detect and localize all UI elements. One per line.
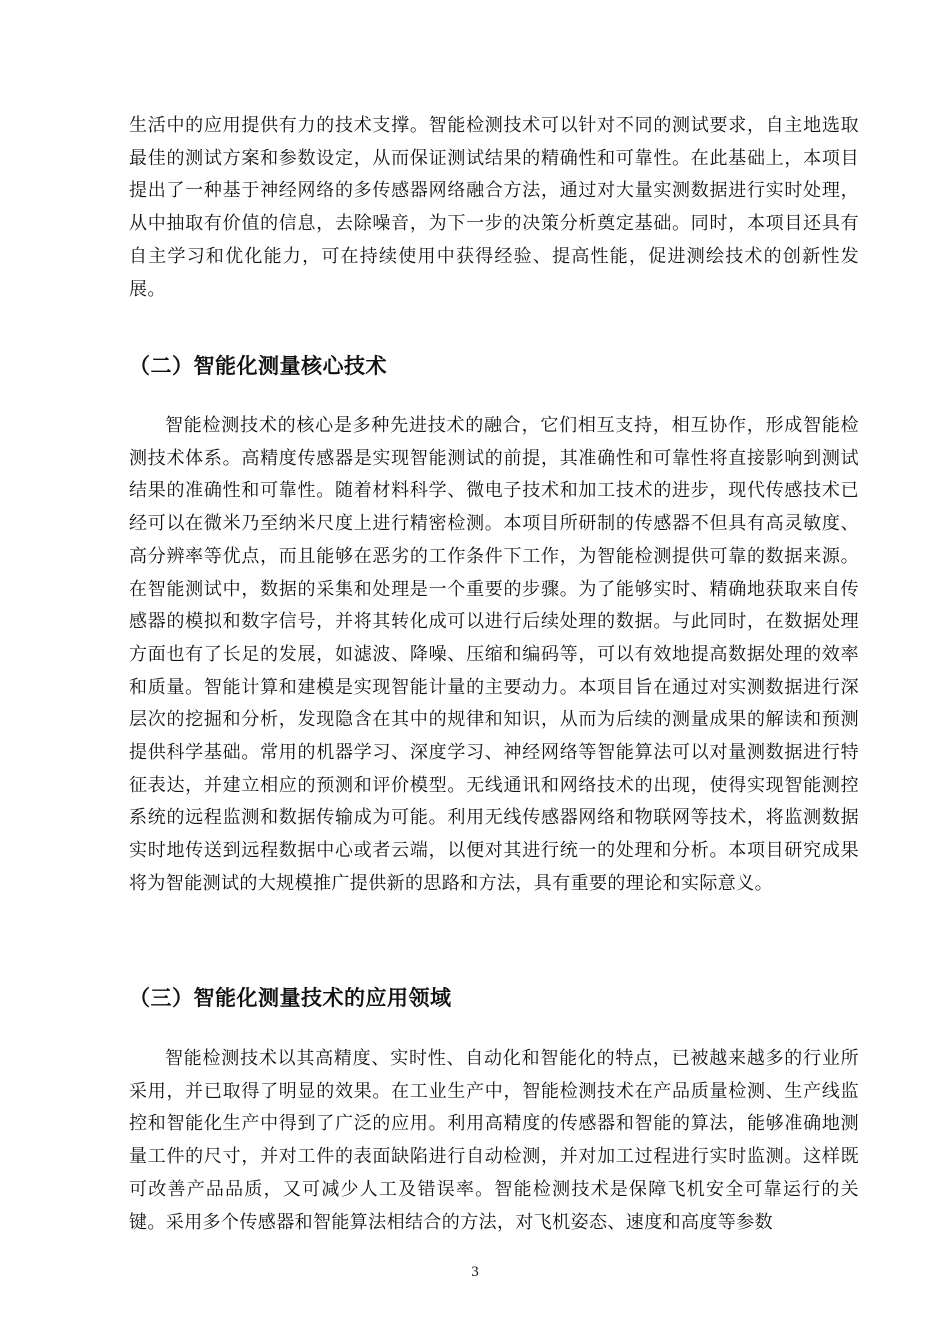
body-paragraph: 智能检测技术以其高精度、实时性、自动化和智能化的特点，已被越来越多的行业所采用，并已取得了明显的效果。在工业生产中，智能检测技术在产品质量检测、生产线监控和智能化生产中得到了广泛的应用。利用高精度的传感器和智能的算法，能够准确地测量工件的尺寸，并对工件的表面缺陷进行自动检测，并对加工过程进行实时监测。这样既可改善产品品质，又可减少人工及错误率。智能检测技术是保障飞机安全可靠运行的关键。采用多个传感器和智能算法相结合的方法，对飞机姿态、速度和高度等参数 [129,1048,859,1233]
section-heading: （二）智能化测量核心技术 [129,354,387,378]
page-number: 3 [471,1264,479,1280]
section-heading: （三）智能化测量技术的应用领域 [129,986,452,1010]
body-paragraph: 生活中的应用提供有力的技术支撑。智能检测技术可以针对不同的测试要求，自主地选取最佳的测试方案和参数设定，从而保证测试结果的精确性和可靠性。在此基础上，本项目提出了一种基于神经网络的多传感器网络融合方法，通过对大量实测数据进行实时处理，从中抽取有价值的信息，去除噪音，为下一步的决策分析奠定基础。同时，本项目还具有自主学习和优化能力，可在持续使用中获得经验、提高性能，促进测绘技术的创新性发展。 [129,115,859,300]
body-paragraph: 智能检测技术的核心是多种先进技术的融合，它们相互支持，相互协作，形成智能检测技术体系。高精度传感器是实现智能测试的前提，其准确性和可靠性将直接影响到测试结果的准确性和可靠性。随着材料科学、微电子技术和加工技术的进步，现代传感技术已经可以在微米乃至纳米尺度上进行精密检测。本项目所研制的传感器不但具有高灵敏度、高分辨率等优点，而且能够在恶劣的工作条件下工作，为智能检测提供可靠的数据来源。在智能测试中，数据的采集和处理是一个重要的步骤。为了能够实时、精确地获取来自传感器的模拟和数字信号，并将其转化成可以进行后续处理的数据。与此同时，在数据处理方面也有了长足的发展，如滤波、降噪、压缩和编码等，可以有效地提高数据处理的效率和质量。智能计算和建模是实现智能计量的主要动力。本项目旨在通过对实测数据进行深层次的挖掘和分析，发现隐含在其中的规律和知识，从而为后续的测量成果的解读和预测提供科学基础。常用的机器学习、深度学习、神经网络等智能算法可以对量测数据进行特征表达，并建立相应的预测和评价模型。无线通讯和网络技术的出现，使得实现智能测控系统的远程监测和数据传输成为可能。利用无线传感器网络和物联网等技术，将监测数据实时地传送到远程数据中心或者云端，以便对其进行统一的处理和分析。本项目研究成果将为智能测试的大规模推广提供新的思路和方法，具有重要的理论和实际意义。 [129,415,859,894]
